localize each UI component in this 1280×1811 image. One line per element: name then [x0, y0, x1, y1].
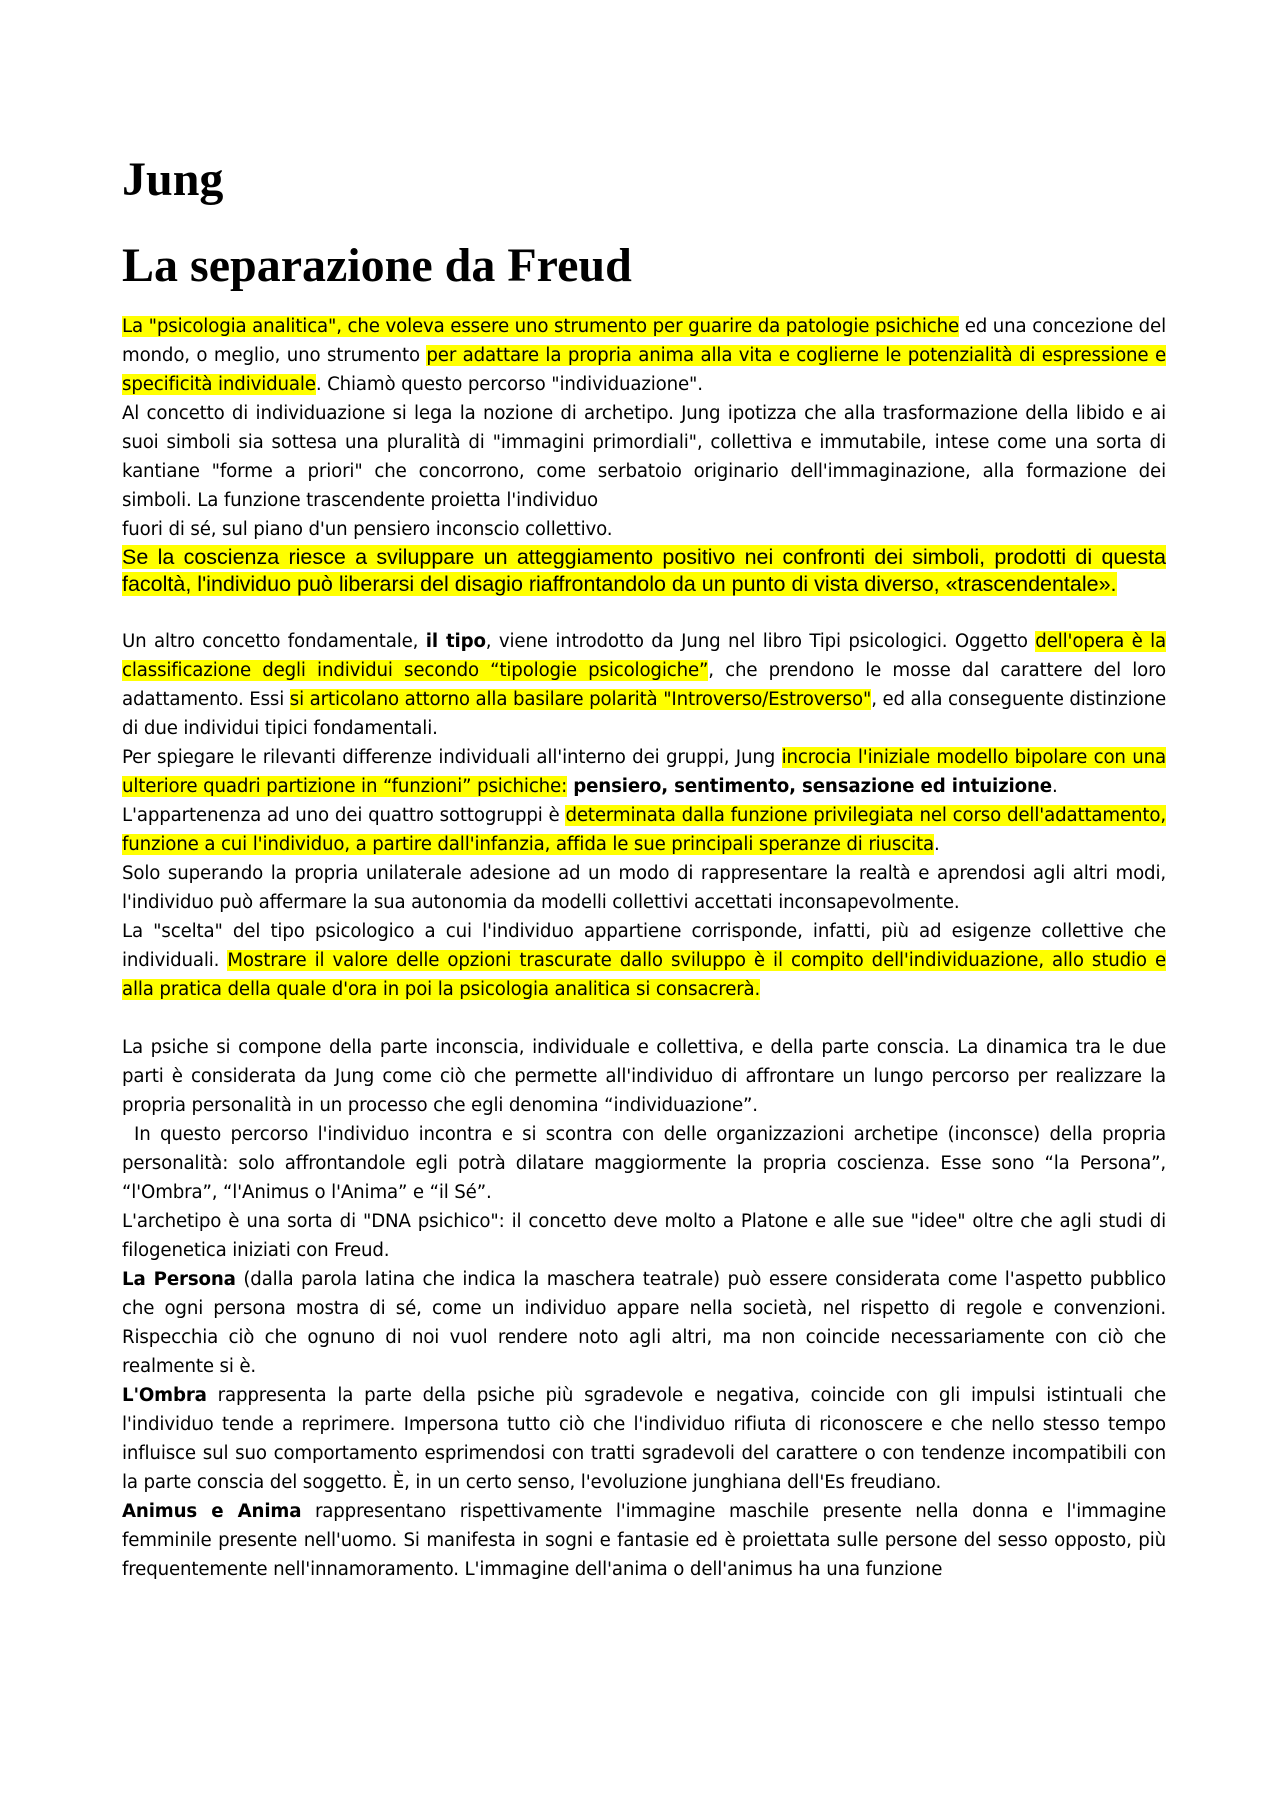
page-title: Jung: [122, 153, 224, 206]
paragraph: Al concetto di individuazione si lega la nozione di archetipo. Jung ipotizza che alla trasformazione della libido e ai suoi simboli sia sottesa una pluralità di "immagini primordiali", collettiva e immutabile, intese come una sorta di kantiane "forme a priori" che concorrono, come serbatoio originario dell'immaginazione, alla formazione dei simboli. La funzione trascendente proietta l'individuo: [122, 403, 1166, 511]
paragraph: L'Ombra rappresenta la parte della psiche più sgradevole e negativa, coincide con gli impulsi istintuali che l'individuo tende a reprimere. Impersona tutto ciò che l'individuo rifiuta di riconoscere e che nello stesso tempo influisce sul suo comportamento esprimendosi con tratti sgradevoli del carattere o con tendenze incompatibili con la parte conscia del soggetto. È, in un certo senso, l'evoluzione junghiana dell'Es freudiano.: [122, 1385, 1166, 1493]
paragraph: Per spiegare le rilevanti differenze individuali all'interno dei gruppi, Jung incrocia l'iniziale modello bipolare con una ulteriore quadri partizione in “funzioni” psichiche: pensiero, sentimento, sensazione ed intuizione.: [122, 747, 1166, 797]
paragraph: fuori di sé, sul piano d'un pensiero inconscio collettivo.: [122, 519, 613, 540]
paragraph: La "scelta" del tipo psicologico a cui l'individuo appartiene corrisponde, infatti, più ad esigenze collettive che individuali. Mostrare il valore delle opzioni trascurate dallo sviluppo è il compito dell'individuazione, allo studio e alla pratica della quale d'ora in poi la psicologia analitica si consacrerà.: [122, 921, 1166, 1000]
paragraph: La psiche si compone della parte inconscia, individuale e collettiva, e della parte conscia. La dinamica tra le due parti è considerata da Jung come ciò che permette all'individuo di affrontare un lungo percorso per realizzare la propria personalità in un processo che egli denomina “individuazione”.: [122, 1037, 1166, 1116]
paragraph: In questo percorso l'individuo incontra e si scontra con delle organizzazioni archetipe (inconsce) della propria personalità: solo affrontandole egli potrà dilatare maggiormente la propria coscienza. Esse sono “la Persona”, “l'Ombra”, “l'Animus o l'Anima” e “il Sé”.: [122, 1124, 1166, 1203]
highlight: Mostrare il valore delle opzioni trascurate dallo sviluppo è il compito dell'individuazione, allo studio e alla pratica della quale d'ora in poi la psicologia analitica si consacrerà.: [122, 950, 1166, 1000]
highlight: per adattare la propria anima alla vita e coglierne le potenzialità di espressione e specificità individuale: [122, 345, 1166, 395]
paragraph: La "psicologia analitica", che voleva essere uno strumento per guarire da patologie psichiche ed una concezione del mondo, o meglio, uno strumento per adattare la propria anima alla vita e coglierne le potenzialità di espressione e specificità individuale. Chiamò questo percorso "individuazione".: [122, 316, 1166, 395]
paragraph: L'archetipo è una sorta di "DNA psichico": il concetto deve molto a Platone e alle sue "idee" oltre che agli studi di filogenetica iniziati con Freud.: [122, 1211, 1166, 1261]
highlight: La "psicologia analitica", che voleva essere uno strumento per guarire da patologie psichiche: [122, 316, 960, 337]
highlight: Se la coscienza riesce a sviluppare un atteggiamento positivo nei confronti dei simboli, prodotti di questa facoltà, l'individuo può liberarsi del disagio riaffrontandolo da un punto di vista diverso, «trascendentale».: [122, 545, 1166, 596]
highlight: dell'opera è la classificazione degli individui secondo “tipologie psicologiche”: [122, 631, 1166, 681]
section-title: La separazione da Freud: [122, 239, 632, 292]
highlight: incrocia l'iniziale modello bipolare con una ulteriore quadri partizione in “funzioni” psichiche:: [122, 747, 1166, 797]
document-body: [122, 312, 1166, 1584]
paragraph: L'appartenenza ad uno dei quattro sottogruppi è determinata dalla funzione privilegiata nel corso dell'adattamento, funzione a cui l'individuo, a partire dall'infanzia, affida le sue principali speranze di riuscita.: [122, 805, 1166, 855]
highlight: si articolano attorno alla basilare polarità "Introverso/Estroverso": [289, 689, 872, 710]
paragraph: Solo superando la propria unilaterale adesione ad un modo di rappresentare la realtà e aprendosi agli altri modi, l'individuo può affermare la sua autonomia da modelli collettivi accettati inconsapevolmente.: [122, 863, 1166, 913]
highlight: determinata dalla funzione privilegiata nel corso dell'adattamento, funzione a cui l'individuo, a partire dall'infanzia, affida le sue principali speranze di riuscita: [122, 805, 1166, 855]
paragraph: [122, 544, 1166, 598]
paragraph: La Persona (dalla parola latina che indica la maschera teatrale) può essere considerata come l'aspetto pubblico che ogni persona mostra di sé, come un individuo appare nella società, nel rispetto di regole e convenzioni. Rispecchia ciò che ognuno di noi vuol rendere noto agli altri, ma non coincide necessariamente con ciò che realmente si è.: [122, 1269, 1166, 1377]
paragraph: Animus e Anima rappresentano rispettivamente l'immagine maschile presente nella donna e l'immagine femminile presente nell'uomo. Si manifesta in sogni e fantasie ed è proiettata sulle persone del sesso opposto, più frequentemente nell'innamoramento. L'immagine dell'anima o dell'animus ha una funzione: [122, 1501, 1166, 1580]
paragraph: Un altro concetto fondamentale, il tipo, viene introdotto da Jung nel libro Tipi psicologici. Oggetto dell'opera è la classificazione degli individui secondo “tipologie psicologiche”, che prendono le mosse dal carattere del loro adattamento. Essi si articolano attorno alla basilare polarità "Introverso/Estroverso", ed alla conseguente distinzione di due individui tipici fondamentali.: [122, 631, 1166, 739]
